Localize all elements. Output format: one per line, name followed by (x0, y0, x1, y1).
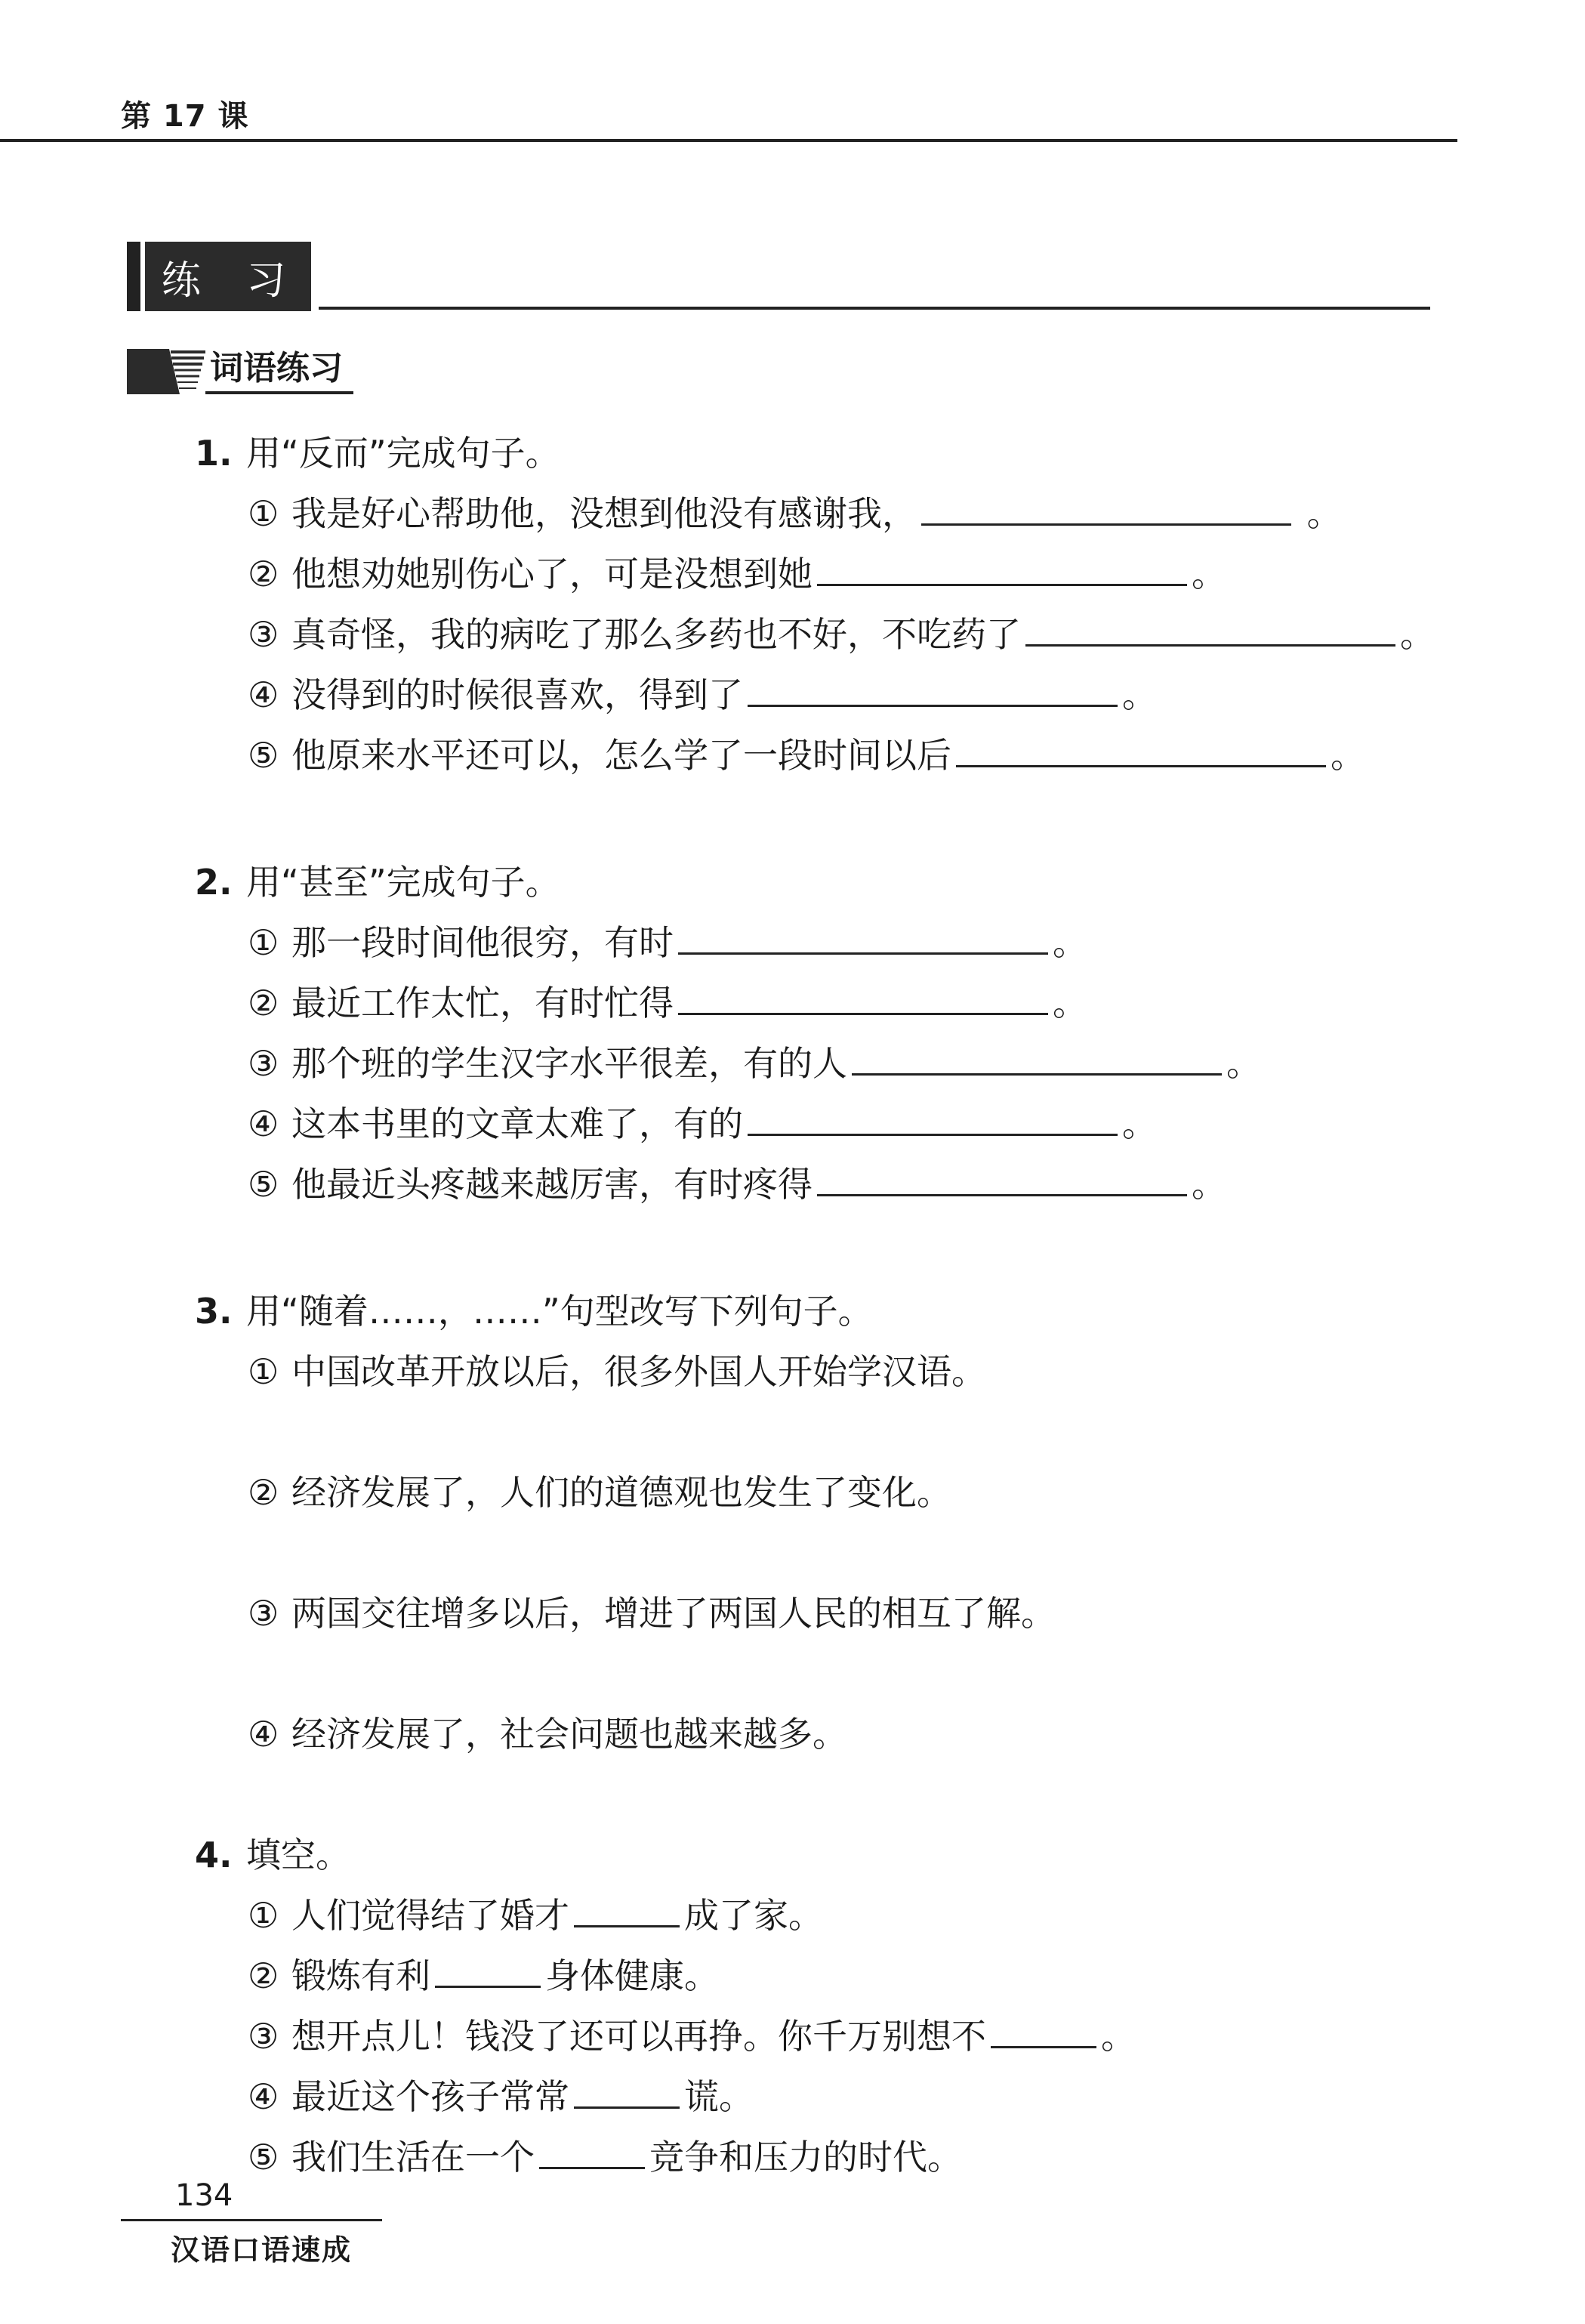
list-item: ① 中国改革开放以后，很多外国人开始学汉语。 (195, 1341, 1433, 1402)
list-item: ② 他想劝她别伤心了，可是没想到她 。 (195, 544, 1433, 604)
answer-blank[interactable] (1025, 610, 1395, 647)
list-item: ① 那一段时间他很穷，有时 。 (195, 912, 1433, 973)
list-item: ① 我是好心帮助他，没想到他没有感谢我， 。 (195, 483, 1433, 544)
item-marker: ④ (248, 1103, 279, 1144)
exercise-1 (195, 423, 1433, 785)
section-heading (127, 242, 311, 311)
list-item: ④ 经济发展了，社会问题也越来越多。 (195, 1704, 1433, 1764)
answer-blank[interactable] (921, 489, 1291, 526)
item-marker: ③ (248, 1043, 279, 1084)
list-item: ② 最近工作太忙，有时忙得 。 (195, 973, 1433, 1033)
answer-blank[interactable] (539, 2132, 645, 2169)
item-marker: ② (248, 983, 279, 1023)
list-item: ② 锻炼有利 身体健康。 (195, 1946, 1433, 2006)
item-marker: ④ (248, 674, 279, 715)
answer-blank[interactable] (991, 2011, 1096, 2048)
answer-blank[interactable] (678, 978, 1048, 1015)
item-marker: ⑤ (248, 735, 279, 776)
item-marker: ③ (248, 614, 279, 655)
footer-rule (121, 2219, 382, 2221)
book-title: 汉语口语速成 (171, 2233, 353, 2267)
exercise-number: 2. (195, 862, 233, 903)
exercise-number: 3. (195, 1291, 233, 1332)
answer-blank[interactable] (956, 730, 1326, 767)
item-marker: ① (248, 1351, 279, 1392)
list-item: ③ 那个班的学生汉字水平很差，有的人 。 (195, 1033, 1433, 1094)
item-marker: ① (248, 922, 279, 963)
exercise-3 (195, 1281, 1433, 1764)
answer-blank[interactable] (574, 1890, 680, 1927)
item-marker: ② (248, 1472, 279, 1513)
item-marker: ③ (248, 1593, 279, 1634)
list-item: ④ 没得到的时候很喜欢，得到了 。 (195, 665, 1433, 725)
list-item: ③ 想开点儿！钱没了还可以再挣。你千万别想不 。 (195, 2006, 1433, 2066)
item-marker: ⑤ (248, 1164, 279, 1205)
answer-blank[interactable] (435, 1951, 541, 1988)
exercise-number: 4. (195, 1835, 233, 1875)
subsection-title: 词语练习 (205, 350, 353, 394)
list-item: ⑤ 他原来水平还可以，怎么学了一段时间以后 。 (195, 725, 1433, 785)
page-number: 134 (175, 2178, 233, 2213)
list-item: ④ 最近这个孩子常常 谎。 (195, 2066, 1433, 2127)
answer-blank[interactable] (817, 549, 1187, 586)
list-item: ① 人们觉得结了婚才 成了家。 (195, 1885, 1433, 1946)
lesson-label: 第 17 课 (121, 99, 249, 134)
exercise-number: 1. (195, 433, 233, 474)
item-marker: ② (248, 1955, 279, 1996)
list-item: ⑤ 他最近头疼越来越厉害，有时疼得 。 (195, 1154, 1433, 1214)
answer-blank[interactable] (748, 1099, 1118, 1136)
list-item: ③ 真奇怪，我的病吃了那么多药也不好，不吃药了 。 (195, 604, 1433, 665)
item-marker: ④ (248, 2076, 279, 2117)
item-marker: ① (248, 1895, 279, 1936)
list-item: ④ 这本书里的文章太难了，有的 。 (195, 1094, 1433, 1154)
item-marker: ① (248, 493, 279, 534)
exercise-instruction: 填空。 (246, 1835, 350, 1875)
exercise-instruction: 用“随着……，……”句型改写下列句子。 (246, 1291, 873, 1332)
section-title: 练 习 (145, 242, 311, 311)
answer-blank[interactable] (574, 2072, 680, 2109)
list-item: ② 经济发展了，人们的道德观也发生了变化。 (195, 1462, 1433, 1523)
stripe-tab-icon (127, 349, 210, 394)
subsection-heading (127, 349, 353, 394)
exercise-instruction: 用“反而”完成句子。 (246, 433, 560, 474)
exercise-instruction: 用“甚至”完成句子。 (246, 862, 560, 903)
list-item: ⑤ 我们生活在一个 竞争和压力的时代。 (195, 2127, 1433, 2187)
answer-blank[interactable] (852, 1039, 1222, 1076)
item-marker: ③ (248, 2016, 279, 2057)
header-rule (0, 139, 1457, 142)
exercise-list (195, 423, 1433, 2254)
answer-blank[interactable] (748, 670, 1118, 707)
section-rule (319, 307, 1430, 310)
item-marker: ④ (248, 1714, 279, 1755)
list-item: ③ 两国交往增多以后，增进了两国人民的相互了解。 (195, 1583, 1433, 1643)
exercise-4 (195, 1825, 1433, 2187)
answer-blank[interactable] (678, 918, 1048, 955)
exercise-2 (195, 852, 1433, 1214)
item-marker: ② (248, 554, 279, 594)
item-marker: ⑤ (248, 2137, 279, 2177)
answer-blank[interactable] (817, 1159, 1187, 1196)
section-bar (127, 242, 140, 311)
